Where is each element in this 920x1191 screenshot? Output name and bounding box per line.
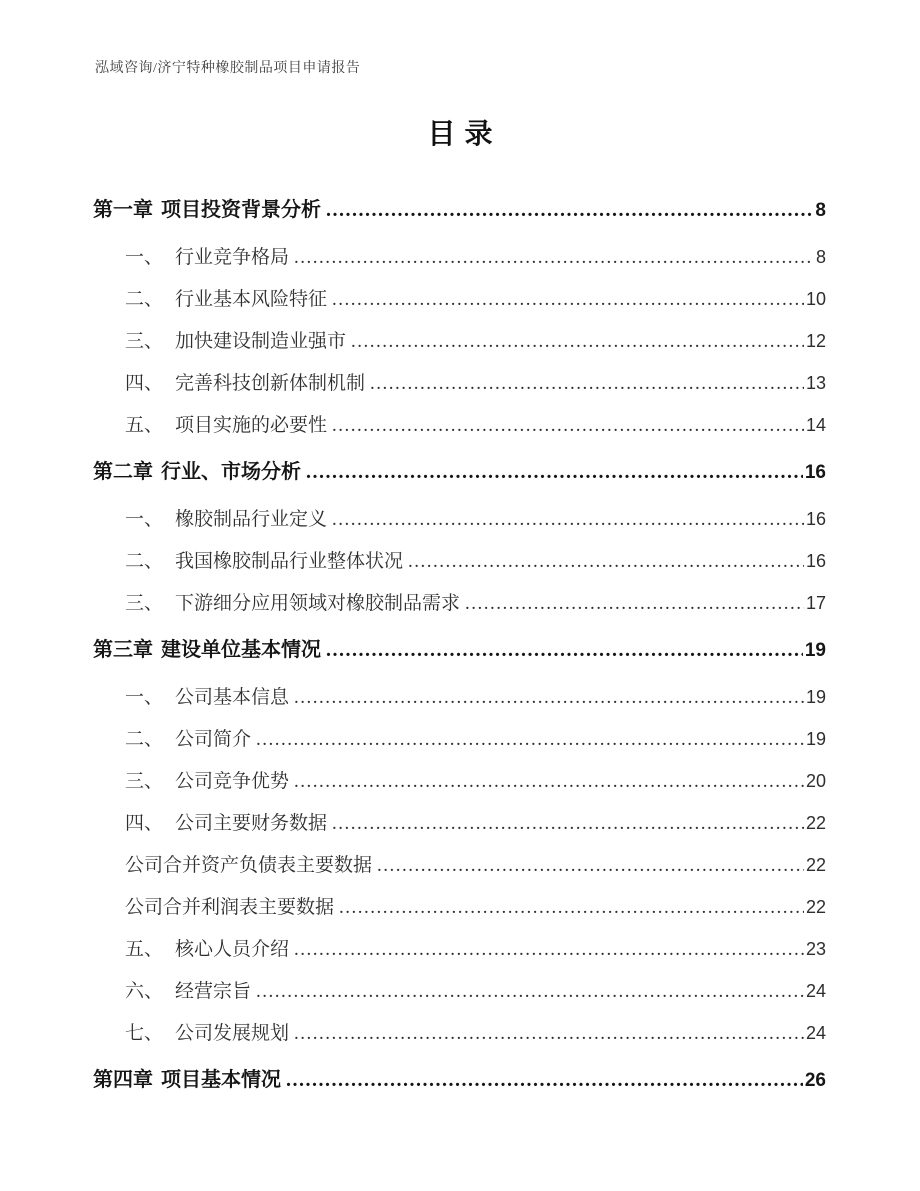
toc-entry-number: 五、: [125, 939, 164, 960]
toc-dot-leader: [351, 321, 804, 362]
toc-entry-page: 8: [815, 247, 826, 267]
toc-entry-page: 13: [805, 373, 826, 393]
toc-entry: [93, 498, 826, 540]
toc-entry: [93, 676, 826, 718]
toc-dot-leader: [332, 279, 804, 320]
toc-entry-title: 建设单位基本情况: [161, 639, 321, 661]
toc-entry: [93, 844, 826, 886]
toc-entry-page: 19: [805, 687, 826, 707]
toc-entry: [93, 886, 826, 928]
toc-dot-leader: [294, 929, 804, 970]
toc-entry-page: 14: [805, 415, 826, 435]
toc-entry-page: 16: [804, 462, 826, 483]
toc-entry: [93, 718, 826, 760]
toc-entry-page: 8: [815, 200, 826, 221]
toc-entry-page: 16: [805, 551, 826, 571]
toc-entry: [93, 970, 826, 1012]
toc-entry: [93, 278, 826, 320]
toc-entry-title: 公司发展规划: [175, 1023, 290, 1044]
toc-entry-number: 二、: [125, 729, 164, 750]
toc-entry-number: 四、: [125, 813, 164, 834]
toc-entry-number: 三、: [125, 593, 164, 614]
toc-entry-page: 16: [805, 509, 826, 529]
toc-entry-title: 完善科技创新体制机制: [175, 373, 366, 394]
toc-entry: [93, 624, 826, 676]
toc-entry-title: 项目投资背景分析: [161, 199, 321, 221]
toc-entry-title: 公司主要财务数据: [175, 813, 328, 834]
toc-entry: [93, 802, 826, 844]
toc-list: [93, 184, 826, 1106]
toc-entry-number: 第四章: [93, 1069, 153, 1091]
toc-dot-leader: [256, 719, 804, 760]
toc-dot-leader: [408, 541, 804, 582]
toc-entry-page: 22: [805, 897, 826, 917]
toc-entry-number: 一、: [125, 247, 164, 268]
toc-dot-leader: [370, 363, 804, 404]
toc-entry-number: 二、: [125, 289, 164, 310]
toc-dot-leader: [339, 887, 804, 928]
toc-entry: [93, 404, 826, 446]
toc-entry-title: 行业竞争格局: [175, 247, 290, 268]
toc-entry-number: 第二章: [93, 461, 153, 483]
toc-entry-title: 项目基本情况: [161, 1069, 281, 1091]
toc-entry-number: 六、: [125, 981, 164, 1002]
toc-entry-title: 经营宗旨: [175, 981, 252, 1002]
toc-entry-page: 12: [805, 331, 826, 351]
toc-entry-number: 三、: [125, 331, 164, 352]
toc-entry-page: 10: [805, 289, 826, 309]
toc-entry-title: 橡胶制品行业定义: [175, 509, 328, 530]
toc-entry: [93, 1054, 826, 1106]
toc-dot-leader: [332, 405, 804, 446]
toc-entry-page: 19: [805, 729, 826, 749]
toc-entry-title: 公司合并资产负债表主要数据: [125, 855, 373, 876]
toc-entry-title: 项目实施的必要性: [175, 415, 328, 436]
toc-dot-leader: [332, 499, 804, 540]
toc-dot-leader: [306, 446, 803, 498]
toc-entry-page: 24: [805, 981, 826, 1001]
toc-entry-number: 七、: [125, 1023, 164, 1044]
toc-entry-number: 一、: [125, 687, 164, 708]
toc-dot-leader: [294, 237, 814, 278]
toc-dot-leader: [286, 1054, 803, 1106]
toc-dot-leader: [294, 1013, 804, 1054]
toc-dot-leader: [332, 803, 804, 844]
toc-entry: [93, 320, 826, 362]
toc-entry: [93, 1012, 826, 1054]
toc-entry-title: 公司基本信息: [175, 687, 290, 708]
toc-dot-leader: [326, 184, 813, 236]
toc-entry-title: 公司竞争优势: [175, 771, 290, 792]
toc-entry-page: 23: [805, 939, 826, 959]
toc-entry-number: 三、: [125, 771, 164, 792]
toc-entry-title: 行业、市场分析: [161, 461, 301, 483]
toc-entry: [93, 446, 826, 498]
toc-entry-page: 22: [805, 813, 826, 833]
toc-entry: [93, 236, 826, 278]
toc-entry-title: 我国橡胶制品行业整体状况: [175, 551, 404, 572]
toc-entry-number: 五、: [125, 415, 164, 436]
toc-entry-number: 二、: [125, 551, 164, 572]
toc-entry-title: 下游细分应用领域对橡胶制品需求: [175, 593, 461, 614]
toc-dot-leader: [326, 624, 803, 676]
toc-entry-number: 一、: [125, 509, 164, 530]
toc-dot-leader: [256, 971, 804, 1012]
toc-entry-page: 24: [805, 1023, 826, 1043]
toc-entry: [93, 928, 826, 970]
page-title: 目录: [427, 119, 502, 150]
document-header: 泓域咨询/济宁特种橡胶制品项目申请报告: [95, 61, 361, 76]
toc-entry-number: 四、: [125, 373, 164, 394]
toc-entry-page: 22: [805, 855, 826, 875]
toc-entry: [93, 540, 826, 582]
toc-entry-title: 公司合并利润表主要数据: [125, 897, 335, 918]
toc-entry-page: 26: [804, 1070, 826, 1091]
toc-entry: [93, 362, 826, 404]
toc-entry: [93, 184, 826, 236]
toc-dot-leader: [465, 583, 804, 624]
toc-dot-leader: [294, 761, 804, 802]
toc-dot-leader: [294, 677, 804, 718]
toc-entry-page: 19: [804, 640, 826, 661]
toc-entry-title: 加快建设制造业强市: [175, 331, 347, 352]
toc-entry: [93, 760, 826, 802]
toc-entry-title: 核心人员介绍: [175, 939, 290, 960]
toc-entry-page: 20: [805, 771, 826, 791]
toc-entry-page: 17: [805, 593, 826, 613]
toc-entry: [93, 582, 826, 624]
toc-dot-leader: [377, 845, 804, 886]
toc-entry-number: 第一章: [93, 199, 153, 221]
toc-entry-title: 行业基本风险特征: [175, 289, 328, 310]
toc-entry-number: 第三章: [93, 639, 153, 661]
toc-entry-title: 公司简介: [175, 729, 252, 750]
